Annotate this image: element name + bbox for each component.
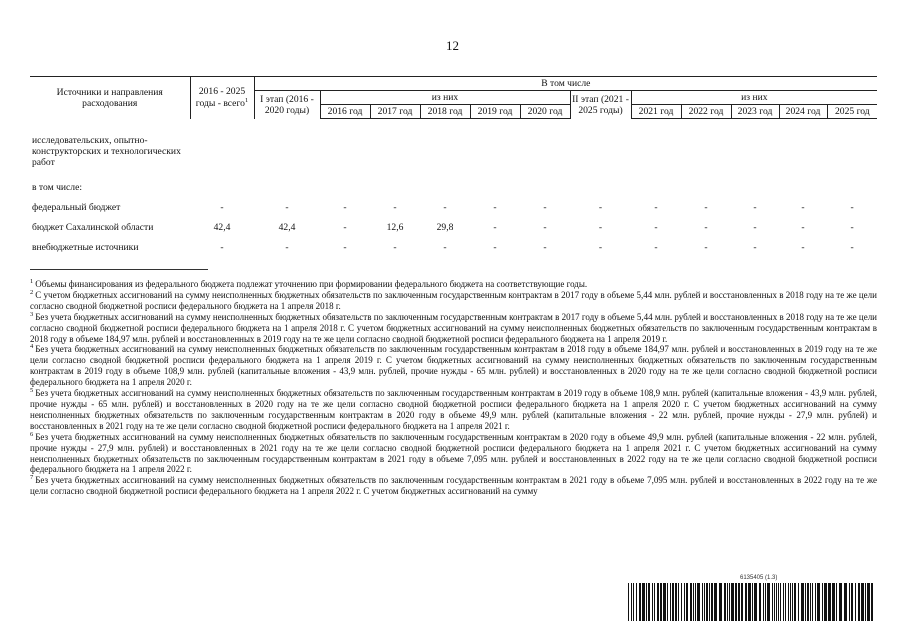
- table-body: [30, 119, 877, 258]
- footnote: $^5$ Без учета бюджетных ассигнований на сумму неисполненных бюджетных обязательств по заключенным государственным контрактам в 2019 году в объеме 108,9 млн. рублей (капитальные вложения - 43,9 млн. рублей, прочие нужды - 65 млн. рублей) и восстановленных в 2020 году на те же цели согласно сводной бюджетной росписи федерального бюджета на 1 апреля 2020 г. С учетом бюджетных ассигнований на сумму неисполненных бюджетных обязательств по заключенным государственным контрактам в 2020 году в объеме 49,9 млн. рублей (капитальные вложения - 22 млн. рублей, прочие нужды - 27,9 млн. рублей) и восстановленных в 2021 году на те же цели согласно сводной бюджетной росписи федерального бюджета на 1 апреля 2021 г.: [30, 387, 877, 431]
- cell: -: [343, 222, 347, 234]
- cell: -: [654, 202, 658, 214]
- cell: 29,8: [436, 222, 454, 234]
- cell: -: [393, 202, 397, 214]
- cell: 42,4: [213, 222, 231, 234]
- cell: -: [850, 222, 854, 234]
- header-stage-2: II этап (2021 - 2025 годы): [570, 91, 631, 119]
- cell: -: [443, 202, 447, 214]
- table-row: [30, 218, 877, 238]
- cell: -: [704, 242, 708, 254]
- cell: -: [753, 242, 757, 254]
- row-label: исследовательских, опытно-конструкторских и технологических работ: [32, 134, 181, 168]
- cell: -: [801, 202, 805, 214]
- cell: -: [543, 222, 547, 234]
- table-row: [30, 238, 877, 258]
- budget-table: [30, 76, 877, 258]
- cell: -: [543, 202, 547, 214]
- cell: -: [443, 242, 447, 254]
- footnote: $^4$ Без учета бюджетных ассигнований на сумму неисполненных бюджетных обязательств по заключенным государственным контрактам в 2018 году в объеме 184,97 млн. рублей и восстановленных в 2019 году на те же цели согласно сводной бюджетной росписи федерального бюджета на 1 апреля 2019 г. С учетом бюджетных ассигнований на сумму неисполненных бюджетных обязательств по заключенным государственным контрактам в 2019 году в объеме 108,9 млн. рублей (капитальные вложения - 43,9 млн. рублей, прочие нужды - 65 млн. рублей) и восстановленных в 2020 году на те же цели согласно сводной бюджетной росписи федерального бюджета на 1 апреля 2020 г.: [30, 343, 877, 388]
- cell: 42,4: [278, 222, 296, 234]
- header-year: 2021 год: [631, 105, 681, 119]
- cell: -: [343, 242, 347, 254]
- footnote-separator: [30, 269, 208, 270]
- cell: -: [598, 202, 603, 214]
- header-stage-1: I этап (2016 - 2020 годы): [254, 91, 320, 119]
- cell: -: [753, 202, 757, 214]
- cell: -: [801, 242, 805, 254]
- row-label: бюджет Сахалинской области: [32, 222, 154, 234]
- header-year: 2017 год: [370, 105, 420, 119]
- table-row: [30, 178, 877, 198]
- cell: -: [493, 222, 497, 234]
- table-row: [30, 198, 877, 218]
- cell: -: [704, 222, 708, 234]
- header-year: 2024 год: [779, 105, 827, 119]
- table-header: [30, 77, 877, 119]
- cell: -: [393, 242, 397, 254]
- cell: -: [343, 202, 347, 214]
- cell: -: [598, 222, 603, 234]
- header-year: 2023 год: [731, 105, 779, 119]
- header-year: 2019 год: [470, 105, 520, 119]
- header-source: Источники и направления расходования: [30, 77, 190, 119]
- cell: -: [850, 242, 854, 254]
- footnotes: [30, 279, 877, 497]
- row-label: в том числе:: [32, 182, 83, 194]
- cell: -: [850, 202, 854, 214]
- barcode-number: 6135405 (1.3): [740, 575, 778, 581]
- cell: -: [285, 202, 289, 214]
- header-of-them-2: из них: [631, 91, 877, 105]
- cell: 12,6: [386, 222, 404, 234]
- cell: -: [704, 202, 708, 214]
- cell: -: [801, 222, 805, 234]
- table-row: [30, 119, 877, 178]
- barcode-icon: [628, 583, 876, 621]
- footnote: $^1$ Объемы финансирования из федерального бюджета подлежат уточнению при формировании федерального бюджета на соответствующие годы.: [30, 278, 588, 289]
- header-of-them-1: из них: [320, 91, 570, 105]
- footnote: $^7$ Без учета бюджетных ассигнований на сумму неисполненных бюджетных обязательств по заключенным государственным контрактам в 2021 году в объеме 7,095 млн. рублей и восстановленных в 2022 году на те же цели согласно сводной бюджетной росписи федерального бюджета на 1 апреля 2022 г. С учетом бюджетных ассигнований на сумму: [30, 474, 877, 497]
- cell: -: [543, 242, 547, 254]
- header-year: 2016 год: [320, 105, 370, 119]
- header-year: 2020 год: [520, 105, 570, 119]
- cell: -: [753, 222, 757, 234]
- row-label: федеральный бюджет: [32, 202, 121, 214]
- cell: -: [285, 242, 289, 254]
- cell: -: [598, 242, 603, 254]
- page-number: 12: [446, 38, 459, 53]
- footnote: $^6$ Без учета бюджетных ассигнований на сумму неисполненных бюджетных обязательств по заключенным государственным контрактам в 2020 году в объеме 49,9 млн. рублей (капитальные вложения - 22 млн. рублей, прочие нужды - 27,9 млн. рублей) и восстановленных в 2021 году на те же цели согласно сводной бюджетной росписи федерального бюджета на 1 апреля 2021 г. С учетом бюджетных ассигнований на сумму неисполненных бюджетных обязательств по заключенным государственным контрактам в 2021 году в объеме 7,095 млн. рублей и восстановленных в 2022 году на те же цели согласно сводной бюджетной росписи федерального бюджета на 1 апреля 2022 г.: [30, 430, 877, 475]
- header-year: 2025 год: [827, 105, 877, 119]
- header-total: 2016 - 2025 годы - всего$^1$: [190, 77, 254, 119]
- cell: -: [493, 242, 497, 254]
- cell: -: [220, 202, 224, 214]
- header-year: 2018 год: [420, 105, 470, 119]
- footnote: $^2$ С учетом бюджетных ассигнований на сумму неисполненных бюджетных обязательств по заключенным государственным контрактам в 2017 году в объеме 5,44 млн. рублей и восстановленных в 2018 году на те же цели согласно сводной бюджетной росписи федерального бюджета на 1 апреля 2018 г.: [30, 288, 877, 311]
- header-year: 2022 год: [681, 105, 731, 119]
- cell: -: [654, 242, 658, 254]
- header-in-total: В том числе: [254, 77, 877, 91]
- cell: -: [493, 202, 497, 214]
- cell: -: [220, 242, 224, 254]
- footnote: $^3$ Без учета бюджетных ассигнований на сумму неисполненных бюджетных обязательств по заключенным государственным контрактам в 2017 году в объеме 5,44 млн. рублей и восстановленных в 2018 году на те же цели согласно сводной бюджетной росписи федерального бюджета на 1 апреля 2018 г. С учетом бюджетных ассигнований на сумму неисполненных бюджетных обязательств по заключенным государственным контрактам в 2018 году в объеме 184,97 млн. рублей и восстановленных в 2019 году на те же цели согласно сводной бюджетной росписи федерального бюджета на 1 апреля 2019 г.: [30, 310, 877, 344]
- row-label: внебюджетные источники: [32, 242, 139, 254]
- cell: -: [654, 222, 658, 234]
